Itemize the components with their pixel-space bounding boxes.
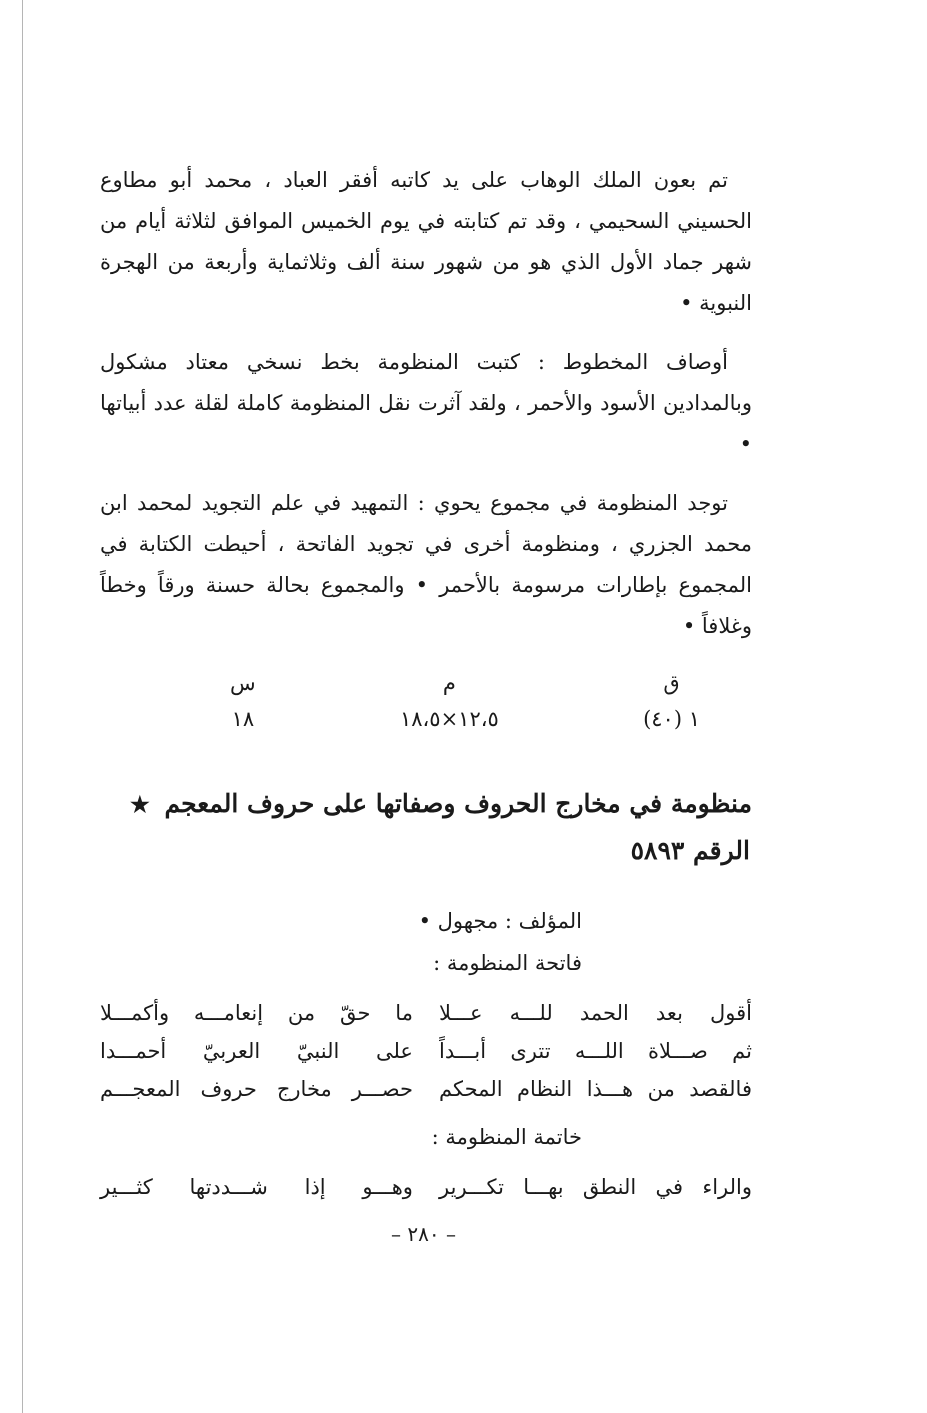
closing-verses — [100, 1168, 752, 1206]
verse-row — [100, 1070, 752, 1108]
verse-first-hemistich: ثم صـــلاة اللـــه تترى أبـــداً — [439, 1039, 752, 1063]
meta-lines — [230, 665, 256, 737]
verse-second-hemistich: وهـــو إذا شـــددتها كثـــير — [100, 1175, 413, 1199]
meta-folios-value: ١ (٤٠) — [643, 707, 700, 731]
star-icon: ★ — [130, 792, 150, 818]
entry-title-text: منظومة في مخارج الحروف وصفاتها على حروف المعجم — [164, 789, 752, 818]
verse-first-hemistich: أقول بعد الحمد للـــه عـــلا — [439, 1001, 752, 1025]
collection-description-paragraph: توجد المنظومة في مجموع يحوي : التمهيد في علم التجويد لمحمد ابن محمد الجزري ، ومنظومة أخرى في تجويد الفاتحة ، أحيطت الكتابة في المجموع بإطارات مرسومة بالأحمر • والمجموع بحالة حسنة ورقاً وخطاً وغلافاً • — [100, 491, 752, 638]
meta-lines-value: ١٨ — [231, 707, 255, 731]
page-number: – ٢٨٠ – — [391, 1222, 456, 1246]
verse-row — [100, 994, 752, 1032]
opening-verses — [100, 994, 752, 1108]
meta-dimensions-label: م — [442, 671, 456, 695]
manuscript-metadata — [230, 665, 700, 737]
meta-dimensions-value: ١٢،٥×١٨،٥ — [399, 707, 499, 731]
opening-label: فاتحة المنظومة : — [433, 951, 582, 975]
verse-row — [100, 1168, 752, 1206]
verse-second-hemistich: على النبيّ العربيّ أحمـــدا — [100, 1039, 413, 1063]
meta-folios — [643, 665, 700, 737]
colophon-paragraph: تم بعون الملك الوهاب على يد كاتبه أفقر العباد ، محمد أبو مطاوع الحسيني السحيمي ، وقد تم كتابته في يوم الخميس الموافق لثلاثة أيام من شهر جماد الأول الذي هو من شهور سنة ألف وثلاثماية وأربعة من الهجرة النبوية • — [100, 168, 752, 315]
meta-dimensions — [400, 665, 499, 737]
verse-first-hemistich: والراء في النطق بهـــا تكـــرير — [439, 1175, 752, 1199]
meta-lines-label: س — [230, 671, 256, 695]
author-line: المؤلف : مجهول • — [418, 909, 582, 933]
verse-first-hemistich: فالقصد من هـــذا النظام المحكم — [439, 1077, 752, 1101]
verse-row — [100, 1032, 752, 1070]
document-page — [100, 160, 752, 1206]
manuscript-description-paragraph: أوصاف المخطوط : كتبت المنظومة بخط نسخي معتاد مشكول وبالمدادين الأسود والأحمر ، ولقد آثرت نقل المنظومة كاملة لقلة عدد أبياتها • — [100, 350, 752, 456]
closing-label: خاتمة المنظومة : — [431, 1125, 582, 1149]
page-margin-rule — [22, 0, 23, 1413]
entry-title — [100, 781, 752, 828]
meta-folios-label: ق — [663, 671, 680, 695]
verse-second-hemistich: حصـــر مخارج حروف المعجـــم — [100, 1077, 413, 1101]
verse-second-hemistich: ما حقّ من إنعامـــه وأكمـــلا — [100, 1001, 413, 1025]
entry-number: الرقم ٥٨٩٣ — [630, 836, 750, 865]
